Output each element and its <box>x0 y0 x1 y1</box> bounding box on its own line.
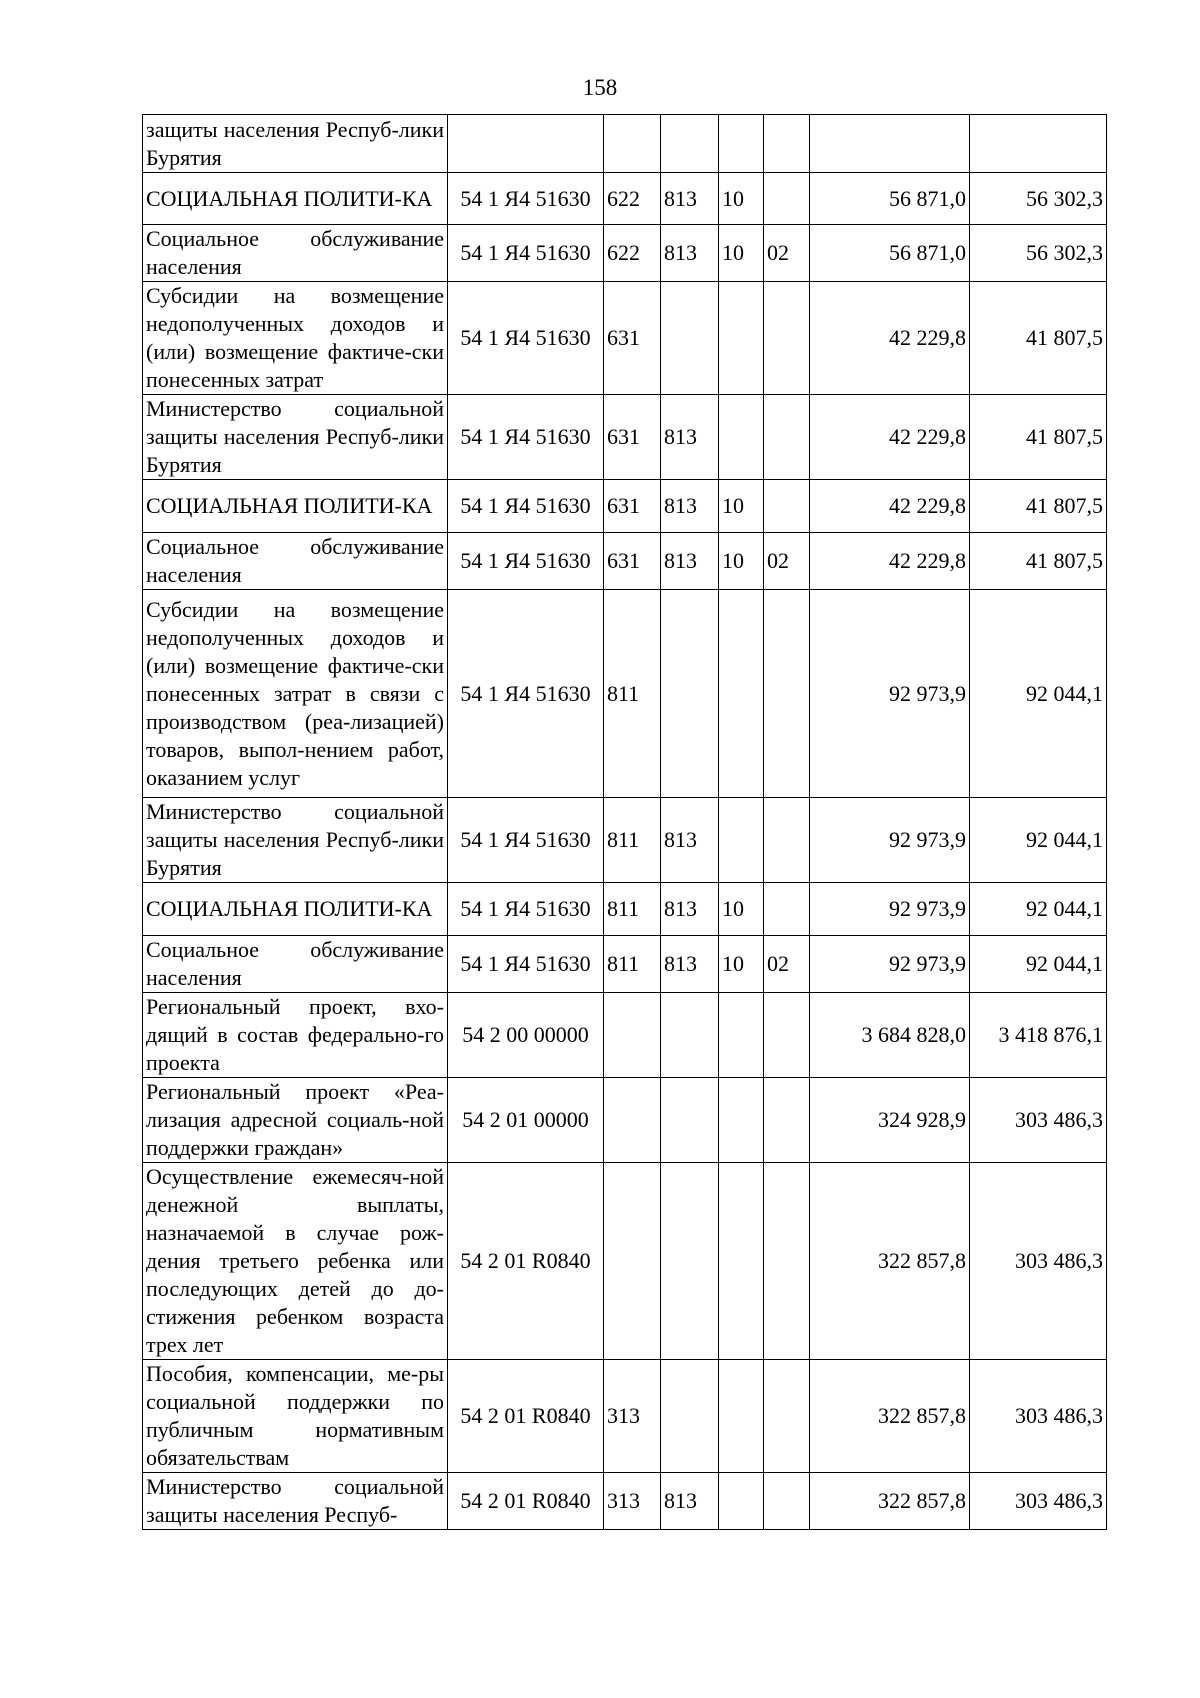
target-article-cell: 54 1 Я4 51630 <box>448 883 604 936</box>
amount-year2-cell: 41 807,5 <box>970 533 1107 590</box>
subsection-cell <box>764 480 810 533</box>
amount-year2-cell: 41 807,5 <box>970 282 1107 395</box>
administrator-cell <box>661 1078 719 1163</box>
expense-type-cell: 313 <box>604 1473 661 1530</box>
table-row <box>143 1473 1107 1530</box>
administrator-cell: 813 <box>661 533 719 590</box>
administrator-cell: 813 <box>661 1473 719 1530</box>
amount-year1-cell: 56 871,0 <box>810 173 970 225</box>
row-name-cell: Социальное обслуживание населения <box>143 533 448 590</box>
administrator-cell <box>661 115 719 173</box>
table-row <box>143 225 1107 282</box>
subsection-cell <box>764 1473 810 1530</box>
subsection-cell: 02 <box>764 936 810 993</box>
page-number: 158 <box>582 75 618 100</box>
target-article-cell: 54 1 Я4 51630 <box>448 533 604 590</box>
table-row <box>143 480 1107 533</box>
table-row <box>143 173 1107 225</box>
subsection-cell <box>764 1163 810 1360</box>
amount-year2-cell: 92 044,1 <box>970 883 1107 936</box>
subsection-cell <box>764 395 810 480</box>
amount-year1-cell: 92 973,9 <box>810 798 970 883</box>
target-article-cell: 54 2 01 R0840 <box>448 1473 604 1530</box>
target-article-cell: 54 1 Я4 51630 <box>448 798 604 883</box>
expense-type-cell: 811 <box>604 798 661 883</box>
expense-type-cell: 631 <box>604 533 661 590</box>
row-name-cell: Региональный проект, вхо-дящий в состав федерально-го проекта <box>143 993 448 1078</box>
expense-type-cell: 811 <box>604 883 661 936</box>
amount-year1-cell <box>810 115 970 173</box>
administrator-cell: 813 <box>661 225 719 282</box>
row-name-cell: Субсидии на возмещение недополученных доходов и (или) возмещение фактиче-ски понесенных затрат <box>143 282 448 395</box>
subsection-cell <box>764 282 810 395</box>
section-cell: 10 <box>719 883 764 936</box>
expense-type-cell: 631 <box>604 282 661 395</box>
subsection-cell <box>764 883 810 936</box>
amount-year2-cell: 56 302,3 <box>970 173 1107 225</box>
amount-year2-cell: 41 807,5 <box>970 395 1107 480</box>
row-name-cell: Региональный проект «Реа-лизация адресной социаль-ной поддержки граждан» <box>143 1078 448 1163</box>
administrator-cell <box>661 1360 719 1473</box>
section-cell: 10 <box>719 173 764 225</box>
section-cell <box>719 1473 764 1530</box>
target-article-cell: 54 1 Я4 51630 <box>448 936 604 993</box>
table-row <box>143 533 1107 590</box>
table-row <box>143 1078 1107 1163</box>
administrator-cell: 813 <box>661 798 719 883</box>
amount-year1-cell: 322 857,8 <box>810 1360 970 1473</box>
target-article-cell: 54 1 Я4 51630 <box>448 395 604 480</box>
amount-year1-cell: 322 857,8 <box>810 1473 970 1530</box>
section-cell: 10 <box>719 936 764 993</box>
expense-type-cell: 631 <box>604 395 661 480</box>
section-cell <box>719 1078 764 1163</box>
table-row <box>143 395 1107 480</box>
subsection-cell: 02 <box>764 225 810 282</box>
administrator-cell: 813 <box>661 936 719 993</box>
expense-type-cell: 631 <box>604 480 661 533</box>
table-row <box>143 1360 1107 1473</box>
row-name-cell: Субсидии на возмещение недополученных доходов и (или) возмещение фактиче-ски понесенных затрат в связи с производством (реа-лизацией) товаров, выпол-нением работ, оказанием услуг <box>143 590 448 798</box>
table-row <box>143 936 1107 993</box>
subsection-cell <box>764 993 810 1078</box>
expense-type-cell: 811 <box>604 590 661 798</box>
target-article-cell: 54 2 01 R0840 <box>448 1360 604 1473</box>
amount-year2-cell: 41 807,5 <box>970 480 1107 533</box>
expense-type-cell: 622 <box>604 173 661 225</box>
amount-year1-cell: 42 229,8 <box>810 533 970 590</box>
amount-year2-cell: 303 486,3 <box>970 1360 1107 1473</box>
section-cell: 10 <box>719 533 764 590</box>
amount-year1-cell: 92 973,9 <box>810 590 970 798</box>
table-row <box>143 282 1107 395</box>
target-article-cell: 54 1 Я4 51630 <box>448 225 604 282</box>
administrator-cell: 813 <box>661 173 719 225</box>
section-cell <box>719 590 764 798</box>
amount-year1-cell: 42 229,8 <box>810 282 970 395</box>
administrator-cell <box>661 282 719 395</box>
amount-year1-cell: 56 871,0 <box>810 225 970 282</box>
row-name-cell: СОЦИАЛЬНАЯ ПОЛИТИ-КА <box>143 883 448 936</box>
row-name-cell: Пособия, компенсации, ме-ры социальной поддержки по публичным нормативным обязательствам <box>143 1360 448 1473</box>
amount-year2-cell: 92 044,1 <box>970 590 1107 798</box>
subsection-cell <box>764 1360 810 1473</box>
amount-year2-cell: 303 486,3 <box>970 1473 1107 1530</box>
expense-type-cell <box>604 1163 661 1360</box>
budget-table <box>142 114 1107 1530</box>
amount-year2-cell <box>970 115 1107 173</box>
administrator-cell: 813 <box>661 480 719 533</box>
row-name-cell: СОЦИАЛЬНАЯ ПОЛИТИ-КА <box>143 173 448 225</box>
administrator-cell <box>661 993 719 1078</box>
amount-year1-cell: 92 973,9 <box>810 883 970 936</box>
amount-year2-cell: 56 302,3 <box>970 225 1107 282</box>
administrator-cell <box>661 590 719 798</box>
expense-type-cell: 811 <box>604 936 661 993</box>
target-article-cell: 54 1 Я4 51630 <box>448 173 604 225</box>
section-cell <box>719 395 764 480</box>
administrator-cell: 813 <box>661 883 719 936</box>
row-name-cell: СОЦИАЛЬНАЯ ПОЛИТИ-КА <box>143 480 448 533</box>
section-cell <box>719 993 764 1078</box>
target-article-cell <box>448 115 604 173</box>
subsection-cell <box>764 115 810 173</box>
expense-type-cell: 622 <box>604 225 661 282</box>
row-name-cell: Министерство социальной защиты населения Респуб-лики Бурятия <box>143 798 448 883</box>
amount-year1-cell: 42 229,8 <box>810 480 970 533</box>
section-cell <box>719 1163 764 1360</box>
target-article-cell: 54 1 Я4 51630 <box>448 590 604 798</box>
administrator-cell <box>661 1163 719 1360</box>
section-cell <box>719 1360 764 1473</box>
amount-year2-cell: 92 044,1 <box>970 798 1107 883</box>
expense-type-cell <box>604 115 661 173</box>
target-article-cell: 54 1 Я4 51630 <box>448 282 604 395</box>
section-cell <box>719 115 764 173</box>
subsection-cell <box>764 590 810 798</box>
amount-year2-cell: 303 486,3 <box>970 1078 1107 1163</box>
subsection-cell <box>764 798 810 883</box>
expense-type-cell <box>604 993 661 1078</box>
amount-year2-cell: 303 486,3 <box>970 1163 1107 1360</box>
target-article-cell: 54 2 01 R0840 <box>448 1163 604 1360</box>
table-row <box>143 590 1107 798</box>
row-name-cell: Министерство социальной защиты населения Респуб-лики Бурятия <box>143 395 448 480</box>
expense-type-cell: 313 <box>604 1360 661 1473</box>
table-row <box>143 993 1107 1078</box>
subsection-cell <box>764 173 810 225</box>
table-row <box>143 115 1107 173</box>
section-cell: 10 <box>719 480 764 533</box>
row-name-cell: Осуществление ежемесяч-ной денежной выплаты, назначаемой в случае рож-дения третьего ребенка или последующих детей до до-стижения ребенком возраста трех лет <box>143 1163 448 1360</box>
amount-year1-cell: 324 928,9 <box>810 1078 970 1163</box>
table-row <box>143 1163 1107 1360</box>
row-name-cell: защиты населения Респуб-лики Бурятия <box>143 115 448 173</box>
amount-year1-cell: 322 857,8 <box>810 1163 970 1360</box>
table-row <box>143 883 1107 936</box>
row-name-cell: Министерство социальной защиты населения Респуб- <box>143 1473 448 1530</box>
section-cell: 10 <box>719 225 764 282</box>
section-cell <box>719 282 764 395</box>
table-row <box>143 798 1107 883</box>
row-name-cell: Социальное обслуживание населения <box>143 936 448 993</box>
section-cell <box>719 798 764 883</box>
target-article-cell: 54 1 Я4 51630 <box>448 480 604 533</box>
amount-year1-cell: 42 229,8 <box>810 395 970 480</box>
amount-year2-cell: 3 418 876,1 <box>970 993 1107 1078</box>
target-article-cell: 54 2 00 00000 <box>448 993 604 1078</box>
administrator-cell: 813 <box>661 395 719 480</box>
expense-type-cell <box>604 1078 661 1163</box>
amount-year1-cell: 3 684 828,0 <box>810 993 970 1078</box>
table-body <box>143 115 1107 1530</box>
target-article-cell: 54 2 01 00000 <box>448 1078 604 1163</box>
amount-year1-cell: 92 973,9 <box>810 936 970 993</box>
row-name-cell: Социальное обслуживание населения <box>143 225 448 282</box>
amount-year2-cell: 92 044,1 <box>970 936 1107 993</box>
subsection-cell: 02 <box>764 533 810 590</box>
subsection-cell <box>764 1078 810 1163</box>
